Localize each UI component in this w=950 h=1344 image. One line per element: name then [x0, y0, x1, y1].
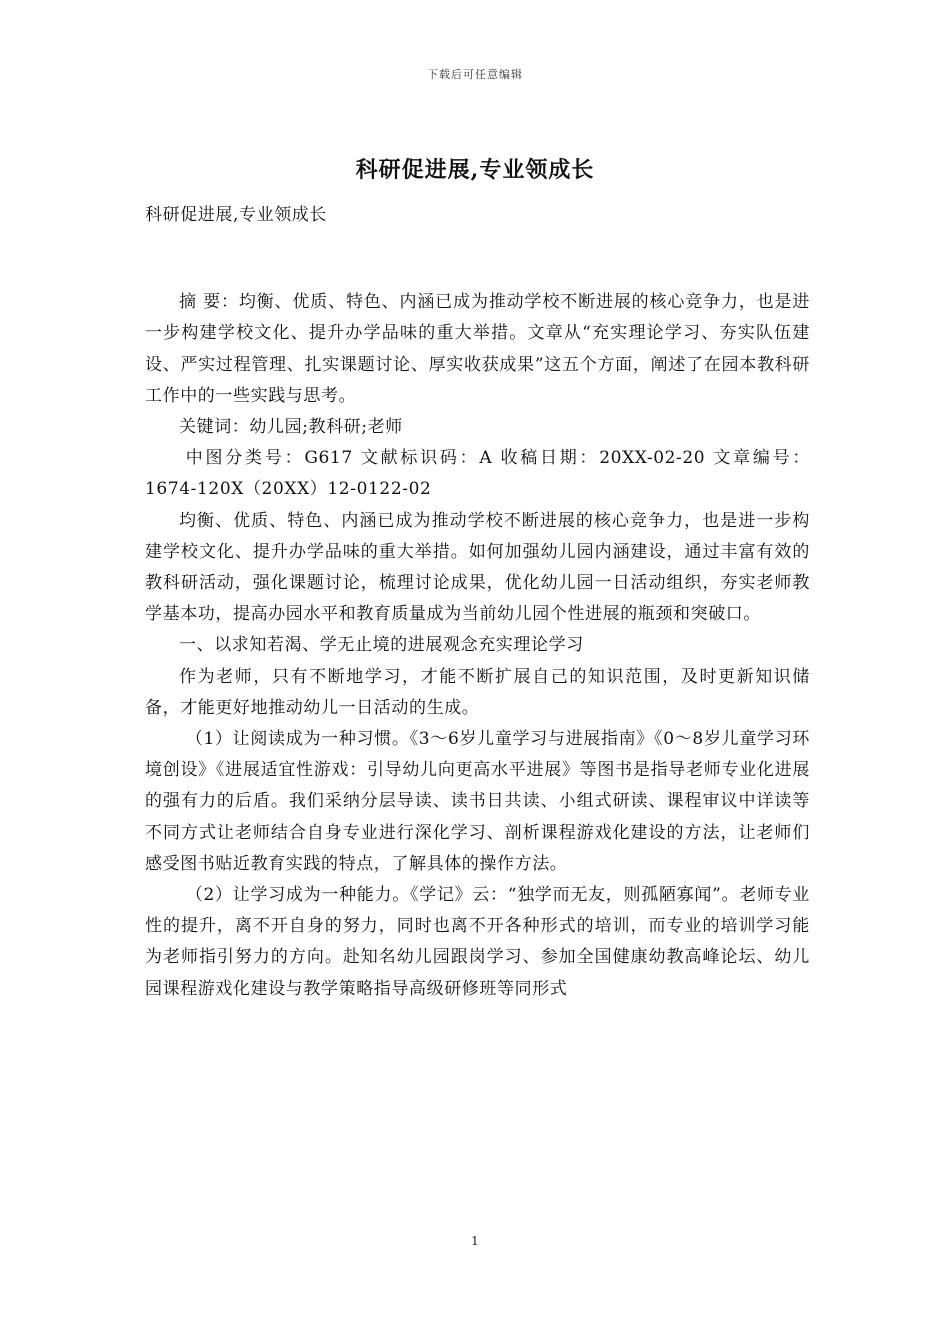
document-subtitle: 科研促进展,专业领成长 — [145, 205, 328, 225]
blank-space — [145, 231, 810, 287]
page-header-note: 下载后可任意编辑 — [427, 68, 523, 81]
body-paragraph: （2）让学习成为一种能力。《学记》云：“独学而无友，则孤陋寡闻”。老师专业性的提升，离不开自身的努力，同时也离不开各种形式的培训，而专业的培训学习能为老师指引努力的方向。赴知名幼儿园跟岗学习、参加全国健康幼教高峰论坛、幼儿园课程游戏化建设与教学策略指导高级研修班等同形式 — [145, 885, 810, 999]
abstract-paragraph: 摘 要：均衡、优质、特色、内涵已成为推动学校不断进展的核心竞争力，也是进一步构建学校文化、提升办学品味的重大举措。文章从“充实理论学习、夯实队伍建设、严实过程管理、扎实课题讨论、厚实收获成果”这五个方面，阐述了在园本教科研工作中的一些实践与思考。 — [145, 292, 810, 406]
body-paragraph: （1）让阅读成为一种习惯。《3～6岁儿童学习与进展指南》《0～8岁儿童学习环境创设》《进展适宜性游戏：引导幼儿向更高水平进展》等图书是指导老师专业化进展的强有力的后盾。我们采纳分层导读、读书日共读、小组式研读、课程审议中详读等不同方式让老师结合自身专业进行深化学习、剖析课程游戏化建设的方法，让老师们感受图书贴近教育实践的特点，了解具体的操作方法。 — [145, 729, 810, 874]
classification-line: 中图分类号：G617 文献标识码：A 收稿日期：20XX-02-20 文章编号：1674-120X（20XX）12-0122-02 — [145, 448, 810, 500]
section-heading: 一、以求知若渴、学无止境的进展观念充实理论学习 — [179, 635, 584, 656]
document-body — [145, 200, 810, 1005]
page-number: 1 — [471, 1234, 479, 1248]
document-title: 科研促进展,专业领成长 — [355, 157, 595, 183]
body-paragraph: 均衡、优质、特色、内涵已成为推动学校不断进展的核心竞争力，也是进一步构建学校文化、提升办学品味的重大举措。如何加强幼儿园内涵建设，通过丰富有效的教科研活动，强化课题讨论，梳理讨论成果，优化幼儿园一日活动组织，夯实老师教学基本功，提高办园水平和教育质量成为当前幼儿园个性进展的瓶颈和突破口。 — [145, 510, 810, 625]
body-paragraph: 作为老师，只有不断地学习，才能不断扩展自己的知识范围，及时更新知识储备，才能更好地推动幼儿一日活动的生成。 — [145, 666, 810, 718]
keywords-line: 关键词：幼儿园;教科研;老师 — [179, 417, 403, 438]
